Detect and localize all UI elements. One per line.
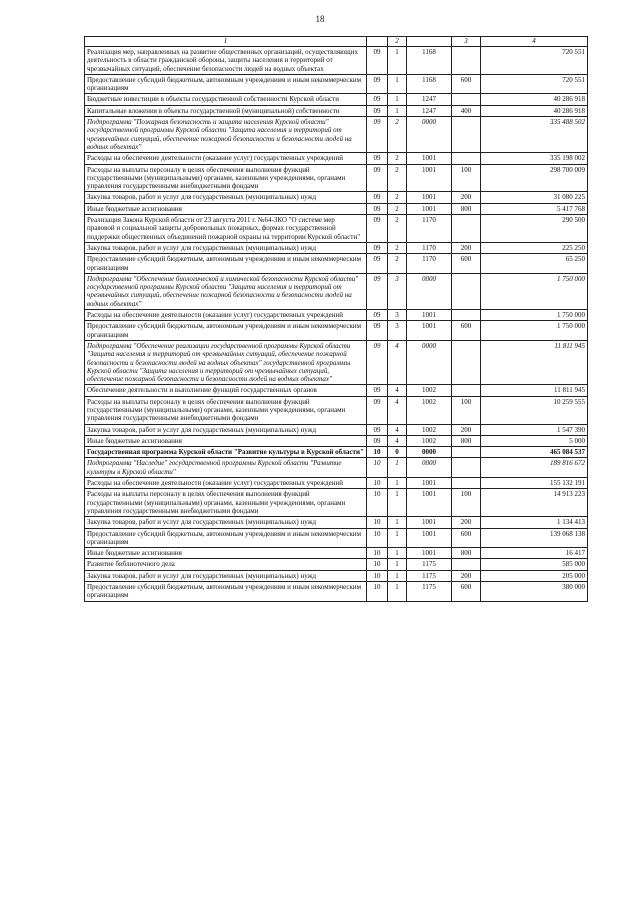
row-sum: 465 084 537 xyxy=(481,447,588,458)
table-row xyxy=(85,242,588,253)
row-name-cell: Обеспечение деятельности и выполнение функций государственных органов xyxy=(85,385,367,396)
row-sum: 298 700 009 xyxy=(481,164,588,192)
table-row xyxy=(85,517,588,528)
row-expense-type xyxy=(452,94,481,105)
row-name-cell: Иные бюджетные ассигнования xyxy=(85,548,367,559)
row-target-code: 1001 xyxy=(407,548,452,559)
row-target-code: 1001 xyxy=(407,478,452,489)
row-sum: 5 000 xyxy=(481,435,588,446)
row-name-cell: Государственная программа Курской области "Развитие культуры в Курской области" xyxy=(85,447,367,458)
row-expense-type xyxy=(452,47,481,75)
row-name-cell: Подпрограмма "Наследие" государственной программы Курской области "Развитие культуры в Курской области" xyxy=(85,458,367,478)
row-name-cell: Реализация Закона Курской области от 23 августа 2011 г. №64-ЗКО "О системе мер правовой и социальной защиты добровольных пожарных, формах государственной поддержки общественных объединений пожарной охраны на территории Курской области" xyxy=(85,215,367,243)
row-target-code: 0000 xyxy=(407,340,452,384)
row-expense-type: 800 xyxy=(452,435,481,446)
row-subprogram-code: 1 xyxy=(388,570,407,581)
table-row xyxy=(85,489,588,517)
row-subprogram-code: 2 xyxy=(388,117,407,153)
row-program-code: 09 xyxy=(367,47,388,75)
table-row xyxy=(85,559,588,570)
row-target-code: 1247 xyxy=(407,105,452,116)
row-subprogram-code: 1 xyxy=(388,105,407,116)
row-name-cell: Расходы на выплаты персоналу в целях обеспечения выполнения функций государственными (муниципальными) органами, казенными учреждениями, органами управления государственными внебюджетными фондами xyxy=(85,396,367,424)
row-expense-type xyxy=(452,478,481,489)
row-subprogram-code: 1 xyxy=(388,458,407,478)
row-target-code: 0000 xyxy=(407,273,452,309)
row-subprogram-code: 2 xyxy=(388,164,407,192)
row-program-code: 10 xyxy=(367,582,388,602)
row-subprogram-code: 1 xyxy=(388,478,407,489)
table-row xyxy=(85,215,588,243)
row-name-cell: Расходы на обеспечение деятельности (оказание услуг) государственных учреждений xyxy=(85,478,367,489)
table-row xyxy=(85,164,588,192)
row-target-code: 1002 xyxy=(407,424,452,435)
budget-table-body xyxy=(85,37,588,602)
row-name-cell: Иные бюджетные ассигнования xyxy=(85,203,367,214)
row-expense-type: 200 xyxy=(452,192,481,203)
row-name-cell: Расходы на выплаты персоналу в целях обеспечения выполнения функций государственными (муниципальными) органами, казенными учреждениями, органами управления государственными внебюджетными фондами xyxy=(85,489,367,517)
row-name-cell: Закупка товаров, работ и услуг для государственных (муниципальных) нужд xyxy=(85,517,367,528)
row-target-code: 1001 xyxy=(407,517,452,528)
row-subprogram-code: 0 xyxy=(388,447,407,458)
row-expense-type: 600 xyxy=(452,321,481,341)
row-sum: 720 551 xyxy=(481,47,588,75)
row-target-code: 1247 xyxy=(407,94,452,105)
row-sum: 40 286 918 xyxy=(481,94,588,105)
row-subprogram-code: 2 xyxy=(388,153,407,164)
row-expense-type: 200 xyxy=(452,570,481,581)
row-expense-type xyxy=(452,385,481,396)
row-program-code: 10 xyxy=(367,559,388,570)
row-subprogram-code: 1 xyxy=(388,517,407,528)
row-expense-type: 600 xyxy=(452,254,481,274)
row-subprogram-code: 1 xyxy=(388,94,407,105)
table-row xyxy=(85,153,588,164)
table-row xyxy=(85,310,588,321)
header-cell xyxy=(407,37,452,47)
row-target-code: 0000 xyxy=(407,117,452,153)
table-header-row xyxy=(85,37,588,47)
row-target-code: 1175 xyxy=(407,559,452,570)
table-row xyxy=(85,254,588,274)
row-subprogram-code: 2 xyxy=(388,203,407,214)
row-program-code: 10 xyxy=(367,570,388,581)
row-subprogram-code: 1 xyxy=(388,548,407,559)
header-cell: 4 xyxy=(481,37,588,47)
row-target-code: 0000 xyxy=(407,458,452,478)
table-row xyxy=(85,321,588,341)
table-row xyxy=(85,74,588,94)
row-program-code: 09 xyxy=(367,203,388,214)
row-subprogram-code: 2 xyxy=(388,254,407,274)
row-sum: 720 551 xyxy=(481,74,588,94)
table-row xyxy=(85,478,588,489)
table-row xyxy=(85,273,588,309)
row-name-cell: Подпрограмма "Пожарная безопасность и защита населения Курской области" государственной программы Курской области "Защита населения и территорий от чрезвычайных ситуаций, обеспечение пожарной безопасности и безопасности людей на водных объектах" xyxy=(85,117,367,153)
header-cell xyxy=(367,37,388,47)
row-sum: 10 259 555 xyxy=(481,396,588,424)
row-name-cell: Иные бюджетные ассигнования xyxy=(85,435,367,446)
row-subprogram-code: 1 xyxy=(388,559,407,570)
row-name-cell: Закупка товаров, работ и услуг для государственных (муниципальных) нужд xyxy=(85,424,367,435)
row-target-code: 1001 xyxy=(407,528,452,548)
row-name-cell: Подпрограмма "Обеспечение реализации государственной программы Курской области "Защита населения и территорий от чрезвычайных ситуаций, обеспечение пожарной безопасности и безопасности людей на водных объектах" государственной программы Курской области "Защита населения и территорий от чрезвычайных ситуаций, обеспечение пожарной безопасности и безопасности людей на водных объектах" xyxy=(85,340,367,384)
row-expense-type xyxy=(452,458,481,478)
row-target-code: 1001 xyxy=(407,310,452,321)
row-expense-type: 100 xyxy=(452,164,481,192)
row-sum: 380 000 xyxy=(481,582,588,602)
table-row xyxy=(85,117,588,153)
row-name-cell: Закупка товаров, работ и услуг для государственных (муниципальных) нужд xyxy=(85,570,367,581)
table-row xyxy=(85,47,588,75)
row-sum: 1 134 413 xyxy=(481,517,588,528)
row-subprogram-code: 1 xyxy=(388,528,407,548)
row-sum: 16 417 xyxy=(481,548,588,559)
row-sum: 335 198 002 xyxy=(481,153,588,164)
row-subprogram-code: 2 xyxy=(388,242,407,253)
row-expense-type xyxy=(452,340,481,384)
row-subprogram-code: 4 xyxy=(388,396,407,424)
row-target-code: 1175 xyxy=(407,582,452,602)
row-name-cell: Закупка товаров, работ и услуг для государственных (муниципальных) нужд xyxy=(85,192,367,203)
row-program-code: 09 xyxy=(367,74,388,94)
row-sum: 1 750 000 xyxy=(481,321,588,341)
row-name-cell: Расходы на выплаты персоналу в целях обеспечения выполнения функций государственными (муниципальными) органами, казенными учреждениями, органами управления государственными внебюджетными фондами xyxy=(85,164,367,192)
row-expense-type: 100 xyxy=(452,396,481,424)
table-row xyxy=(85,192,588,203)
row-target-code: 0000 xyxy=(407,447,452,458)
row-sum: 290 500 xyxy=(481,215,588,243)
table-row xyxy=(85,203,588,214)
table-row xyxy=(85,458,588,478)
table-row xyxy=(85,385,588,396)
row-target-code: 1168 xyxy=(407,74,452,94)
row-program-code: 10 xyxy=(367,478,388,489)
row-name-cell: Реализация мер, направленных на развитие общественных организаций, осуществляющих деятельность в области гражданской обороны, защиты населения и территорий от чрезвычайных ситуаций, обеспечение безопасности людей на водных объектах xyxy=(85,47,367,75)
row-program-code: 09 xyxy=(367,424,388,435)
row-expense-type xyxy=(452,153,481,164)
row-name-cell: Предоставление субсидий бюджетным, автономным учреждениям и иным некоммерческим организациям xyxy=(85,321,367,341)
table-row xyxy=(85,570,588,581)
row-target-code: 1175 xyxy=(407,570,452,581)
row-target-code: 1001 xyxy=(407,153,452,164)
row-sum: 11 811 945 xyxy=(481,340,588,384)
row-program-code: 09 xyxy=(367,310,388,321)
row-target-code: 1001 xyxy=(407,192,452,203)
row-program-code: 09 xyxy=(367,215,388,243)
table-row xyxy=(85,396,588,424)
row-expense-type: 100 xyxy=(452,489,481,517)
row-sum: 5 417 768 xyxy=(481,203,588,214)
row-program-code: 09 xyxy=(367,192,388,203)
row-program-code: 09 xyxy=(367,385,388,396)
table-row xyxy=(85,528,588,548)
row-name-cell: Расходы на обеспечение деятельности (оказание услуг) государственных учреждений xyxy=(85,310,367,321)
row-program-code: 09 xyxy=(367,273,388,309)
row-target-code: 1170 xyxy=(407,254,452,274)
row-subprogram-code: 4 xyxy=(388,424,407,435)
row-sum: 11 811 945 xyxy=(481,385,588,396)
table-row xyxy=(85,424,588,435)
row-target-code: 1002 xyxy=(407,396,452,424)
row-expense-type: 400 xyxy=(452,105,481,116)
row-sum: 225 250 xyxy=(481,242,588,253)
row-program-code: 09 xyxy=(367,153,388,164)
row-program-code: 09 xyxy=(367,105,388,116)
budget-table xyxy=(84,36,588,602)
row-name-cell: Развитие библиотечного дела xyxy=(85,559,367,570)
row-program-code: 09 xyxy=(367,117,388,153)
row-sum: 155 132 191 xyxy=(481,478,588,489)
row-name-cell: Бюджетные инвестиции в объекты государственной собственности Курской области xyxy=(85,94,367,105)
row-sum: 205 000 xyxy=(481,570,588,581)
row-target-code: 1002 xyxy=(407,385,452,396)
row-expense-type: 600 xyxy=(452,582,481,602)
row-expense-type: 200 xyxy=(452,424,481,435)
row-expense-type xyxy=(452,559,481,570)
row-name-cell: Предоставление субсидий бюджетным, автономным учреждениям и иным некоммерческим организациям xyxy=(85,74,367,94)
row-target-code: 1170 xyxy=(407,215,452,243)
row-expense-type: 800 xyxy=(452,548,481,559)
row-name-cell: Расходы на обеспечение деятельности (оказание услуг) государственных учреждений xyxy=(85,153,367,164)
row-expense-type xyxy=(452,447,481,458)
row-name-cell: Предоставление субсидий бюджетным, автономным учреждениям и иным некоммерческим организациям xyxy=(85,254,367,274)
header-cell: 1 xyxy=(85,37,367,47)
row-target-code: 1001 xyxy=(407,203,452,214)
row-sum: 40 286 918 xyxy=(481,105,588,116)
row-target-code: 1170 xyxy=(407,242,452,253)
row-program-code: 10 xyxy=(367,458,388,478)
row-target-code: 1002 xyxy=(407,435,452,446)
row-name-cell: Капитальные вложения в объекты государственной (муниципальной) собственности xyxy=(85,105,367,116)
row-program-code: 10 xyxy=(367,548,388,559)
row-sum: 585 000 xyxy=(481,559,588,570)
row-program-code: 09 xyxy=(367,242,388,253)
row-name-cell: Подпрограмма "Обеспечение биологической и химической безопасности Курской области" государственной программы Курской области "Защита населения и территорий от чрезвычайных ситуаций, обеспечение пожарной безопасности и безопасности людей на водных объектах" xyxy=(85,273,367,309)
row-program-code: 09 xyxy=(367,94,388,105)
row-subprogram-code: 1 xyxy=(388,74,407,94)
table-row xyxy=(85,105,588,116)
row-program-code: 10 xyxy=(367,447,388,458)
page-number: 18 xyxy=(315,14,325,24)
header-cell: 3 xyxy=(452,37,481,47)
row-sum: 65 250 xyxy=(481,254,588,274)
row-expense-type: 200 xyxy=(452,242,481,253)
row-subprogram-code: 1 xyxy=(388,47,407,75)
row-expense-type: 600 xyxy=(452,74,481,94)
row-program-code: 09 xyxy=(367,435,388,446)
row-sum: 1 750 000 xyxy=(481,310,588,321)
row-target-code: 1001 xyxy=(407,489,452,517)
header-cell: 2 xyxy=(388,37,407,47)
row-program-code: 09 xyxy=(367,396,388,424)
row-expense-type xyxy=(452,273,481,309)
row-program-code: 09 xyxy=(367,254,388,274)
row-subprogram-code: 3 xyxy=(388,321,407,341)
table-row xyxy=(85,435,588,446)
row-subprogram-code: 3 xyxy=(388,273,407,309)
table-row xyxy=(85,582,588,602)
row-sum: 139 068 138 xyxy=(481,528,588,548)
table-row xyxy=(85,94,588,105)
table-row xyxy=(85,340,588,384)
row-sum: 31 080 225 xyxy=(481,192,588,203)
row-expense-type xyxy=(452,117,481,153)
row-expense-type: 200 xyxy=(452,517,481,528)
row-subprogram-code: 2 xyxy=(388,215,407,243)
row-sum: 189 816 672 xyxy=(481,458,588,478)
row-program-code: 09 xyxy=(367,321,388,341)
row-program-code: 09 xyxy=(367,164,388,192)
row-program-code: 10 xyxy=(367,517,388,528)
row-expense-type xyxy=(452,215,481,243)
row-name-cell: Закупка товаров, работ и услуг для государственных (муниципальных) нужд xyxy=(85,242,367,253)
row-expense-type: 800 xyxy=(452,203,481,214)
row-target-code: 1168 xyxy=(407,47,452,75)
row-program-code: 10 xyxy=(367,489,388,517)
row-expense-type xyxy=(452,310,481,321)
row-subprogram-code: 1 xyxy=(388,582,407,602)
row-expense-type: 600 xyxy=(452,528,481,548)
row-sum: 1 750 000 xyxy=(481,273,588,309)
row-name-cell: Предоставление субсидий бюджетным, автономным учреждениям и иным некоммерческим организациям xyxy=(85,582,367,602)
row-subprogram-code: 3 xyxy=(388,310,407,321)
row-program-code: 09 xyxy=(367,340,388,384)
table-row xyxy=(85,447,588,458)
row-sum: 14 913 223 xyxy=(481,489,588,517)
row-program-code: 10 xyxy=(367,528,388,548)
row-subprogram-code: 4 xyxy=(388,340,407,384)
table-row xyxy=(85,548,588,559)
row-subprogram-code: 4 xyxy=(388,385,407,396)
row-subprogram-code: 2 xyxy=(388,192,407,203)
row-name-cell: Предоставление субсидий бюджетным, автономным учреждениям и иным некоммерческим организациям xyxy=(85,528,367,548)
row-target-code: 1001 xyxy=(407,321,452,341)
row-target-code: 1001 xyxy=(407,164,452,192)
row-sum: 1 547 390 xyxy=(481,424,588,435)
row-sum: 335 488 502 xyxy=(481,117,588,153)
row-subprogram-code: 1 xyxy=(388,489,407,517)
row-subprogram-code: 4 xyxy=(388,435,407,446)
